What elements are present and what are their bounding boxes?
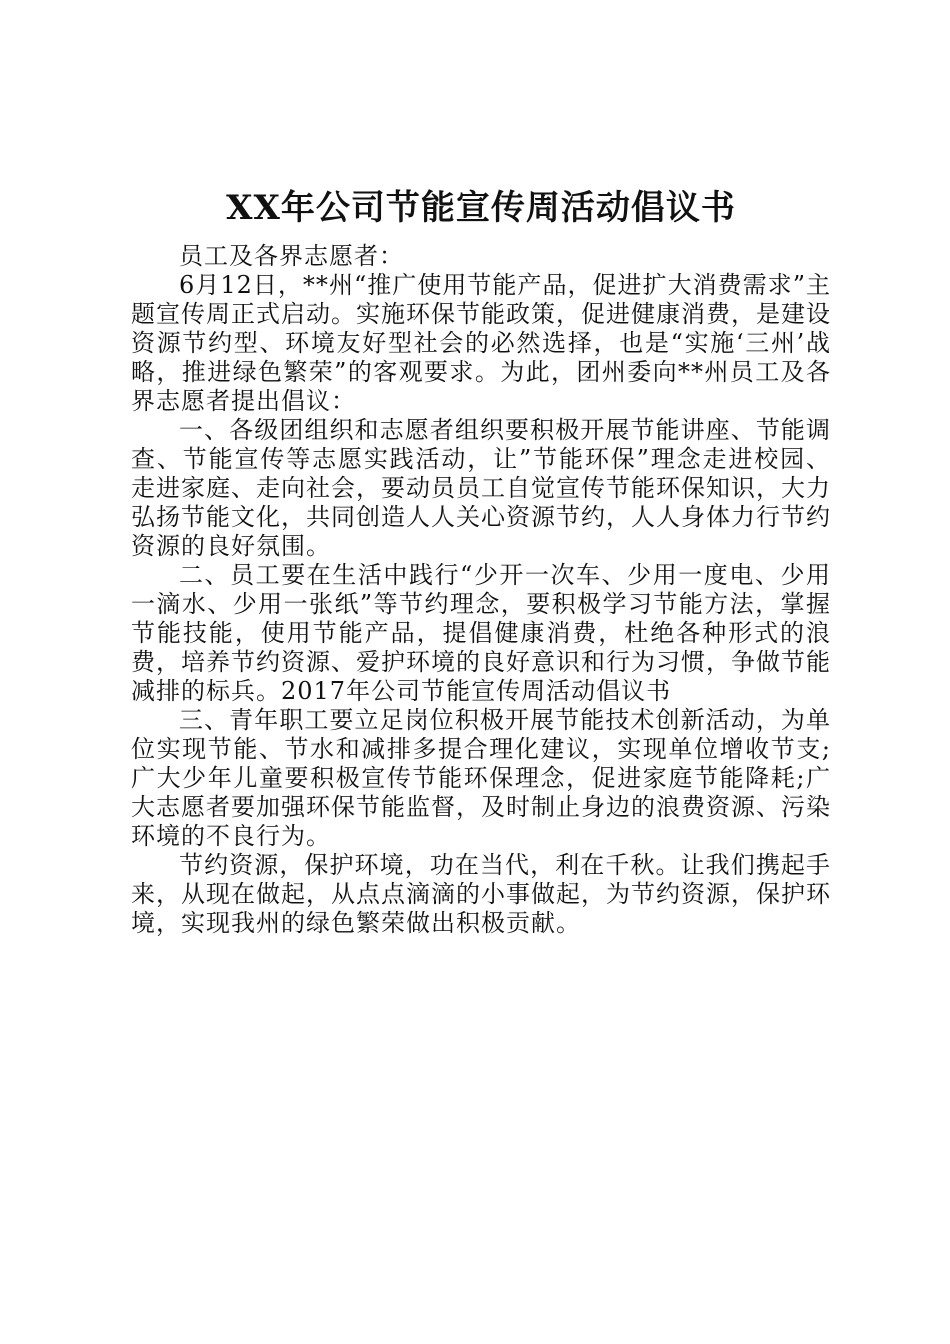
paragraph-closing: 节约资源，保护环境，功在当代，利在千秋。让我们携起手来，从现在做起，从点点滴滴的小事做起，为节约资源，保护环境，实现我州的绿色繁荣做出积极贡献。 <box>131 851 831 937</box>
paragraph-intro: 6月12日，**州“推广使用节能产品，促进扩大消费需求”主题宣传周正式启动。实施环保节能政策，促进健康消费，是建设资源节约型、环境友好型社会的必然选择，也是“实施‘三州’战略，推进绿色繁荣”的客观要求。为此，团州委向**州员工及各界志愿者提出倡议： <box>131 271 831 415</box>
paragraph-point-one: 一、各级团组织和志愿者组织要积极开展节能讲座、节能调查、节能宣传等志愿实践活动，让”节能环保”理念走进校园、走进家庭、走向社会，要动员员工自觉宣传节能环保知识，大力弘扬节能文化，共同创造人人关心资源节约，人人身体力行节约资源的良好氛围。 <box>131 416 831 560</box>
salutation: 员工及各界志愿者： <box>179 242 404 270</box>
document-title: XX年公司节能宣传周活动倡议书 <box>226 188 736 228</box>
paragraph-point-two: 二、员工要在生活中践行“少开一次车、少用一度电、少用一滴水、少用一张纸”等节约理念，要积极学习节能方法，掌握节能技能，使用节能产品，提倡健康消费，杜绝各种形式的浪费，培养节约资源、爱护环境的良好意识和行为习惯，争做节能减排的标兵。2017年公司节能宣传周活动倡议书 <box>131 561 831 705</box>
paragraph-point-three: 三、青年职工要立足岗位积极开展节能技术创新活动，为单位实现节能、节水和减排多提合理化建议，实现单位增收节支;广大少年儿童要积极宣传节能环保理念，促进家庭节能降耗;广大志愿者要加强环保节能监督，及时制止身边的浪费资源、污染环境的不良行为。 <box>131 706 831 850</box>
document-body <box>131 180 831 938</box>
